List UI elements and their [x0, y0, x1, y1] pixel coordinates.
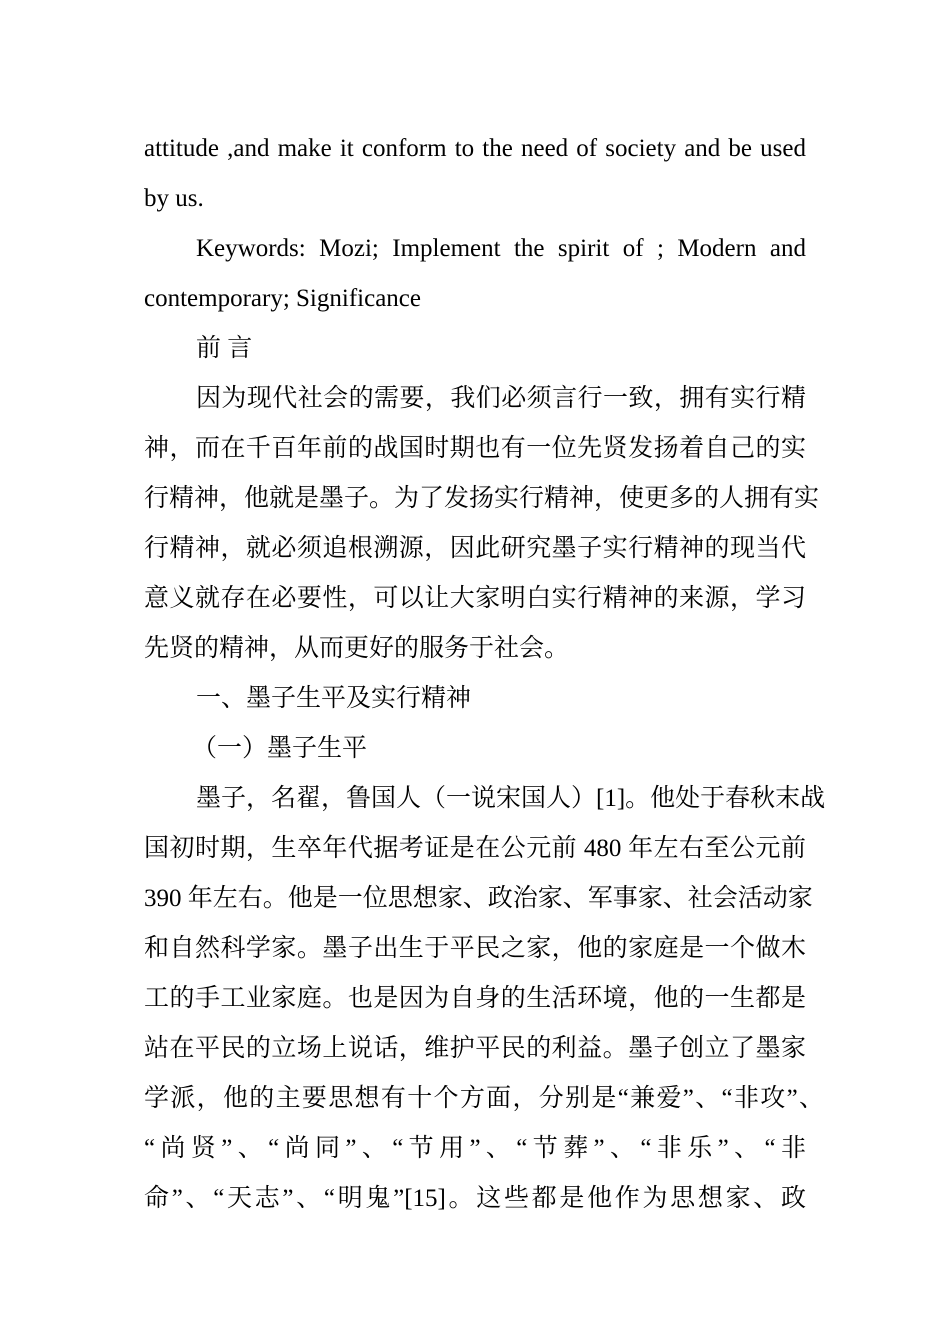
body-line-8: “尚贤”、“尚同”、“节用”、“节葬”、“非乐”、“非	[144, 1135, 806, 1162]
subsection-heading: （一）墨子生平	[192, 735, 368, 762]
preface-line-5: 意义就存在必要性，可以让大家明白实行精神的来源，学习	[144, 585, 806, 612]
abstract-line-1: attitude ,and make it conform to the need of society and be used	[144, 135, 806, 162]
body-line-3: 390 年左右。他是一位思想家、政治家、军事家、社会活动家	[144, 885, 813, 912]
body-line-9: 命”、“天志”、“明鬼”[15]。这些都是他作为思想家、政	[144, 1185, 806, 1212]
preface-line-1: 因为现代社会的需要，我们必须言行一致，拥有实行精	[196, 385, 806, 412]
body-line-5: 工的手工业家庭。也是因为自身的生活环境，他的一生都是	[144, 985, 806, 1012]
keywords-line-1: Keywords: Mozi; Implement the spirit of ; Modern and	[196, 235, 806, 262]
preface-line-2: 神，而在千百年前的战国时期也有一位先贤发扬着自己的实	[144, 435, 806, 462]
keywords-line-2: contemporary; Significance	[144, 285, 421, 312]
abstract-line-2: by us.	[144, 185, 204, 212]
preface-line-4: 行精神，就必须追根溯源，因此研究墨子实行精神的现当代	[144, 535, 806, 562]
body-line-2: 国初时期，生卒年代据考证是在公元前 480 年左右至公元前	[144, 835, 806, 862]
preface-heading: 前 言	[196, 335, 253, 362]
preface-line-6: 先贤的精神，从而更好的服务于社会。	[144, 635, 570, 662]
body-line-1: 墨子，名翟，鲁国人（一说宋国人）[1]。他处于春秋末战	[196, 785, 826, 812]
body-line-4: 和自然科学家。墨子出生于平民之家，他的家庭是一个做木	[144, 935, 806, 962]
section-heading: 一、墨子生平及实行精神	[196, 685, 472, 712]
preface-line-3: 行精神，他就是墨子。为了发扬实行精神，使更多的人拥有实	[144, 485, 820, 512]
body-line-6: 站在平民的立场上说话，维护平民的利益。墨子创立了墨家	[144, 1035, 806, 1062]
body-line-7: 学派，他的主要思想有十个方面，分别是“兼爱”、“非攻”、	[144, 1085, 824, 1112]
